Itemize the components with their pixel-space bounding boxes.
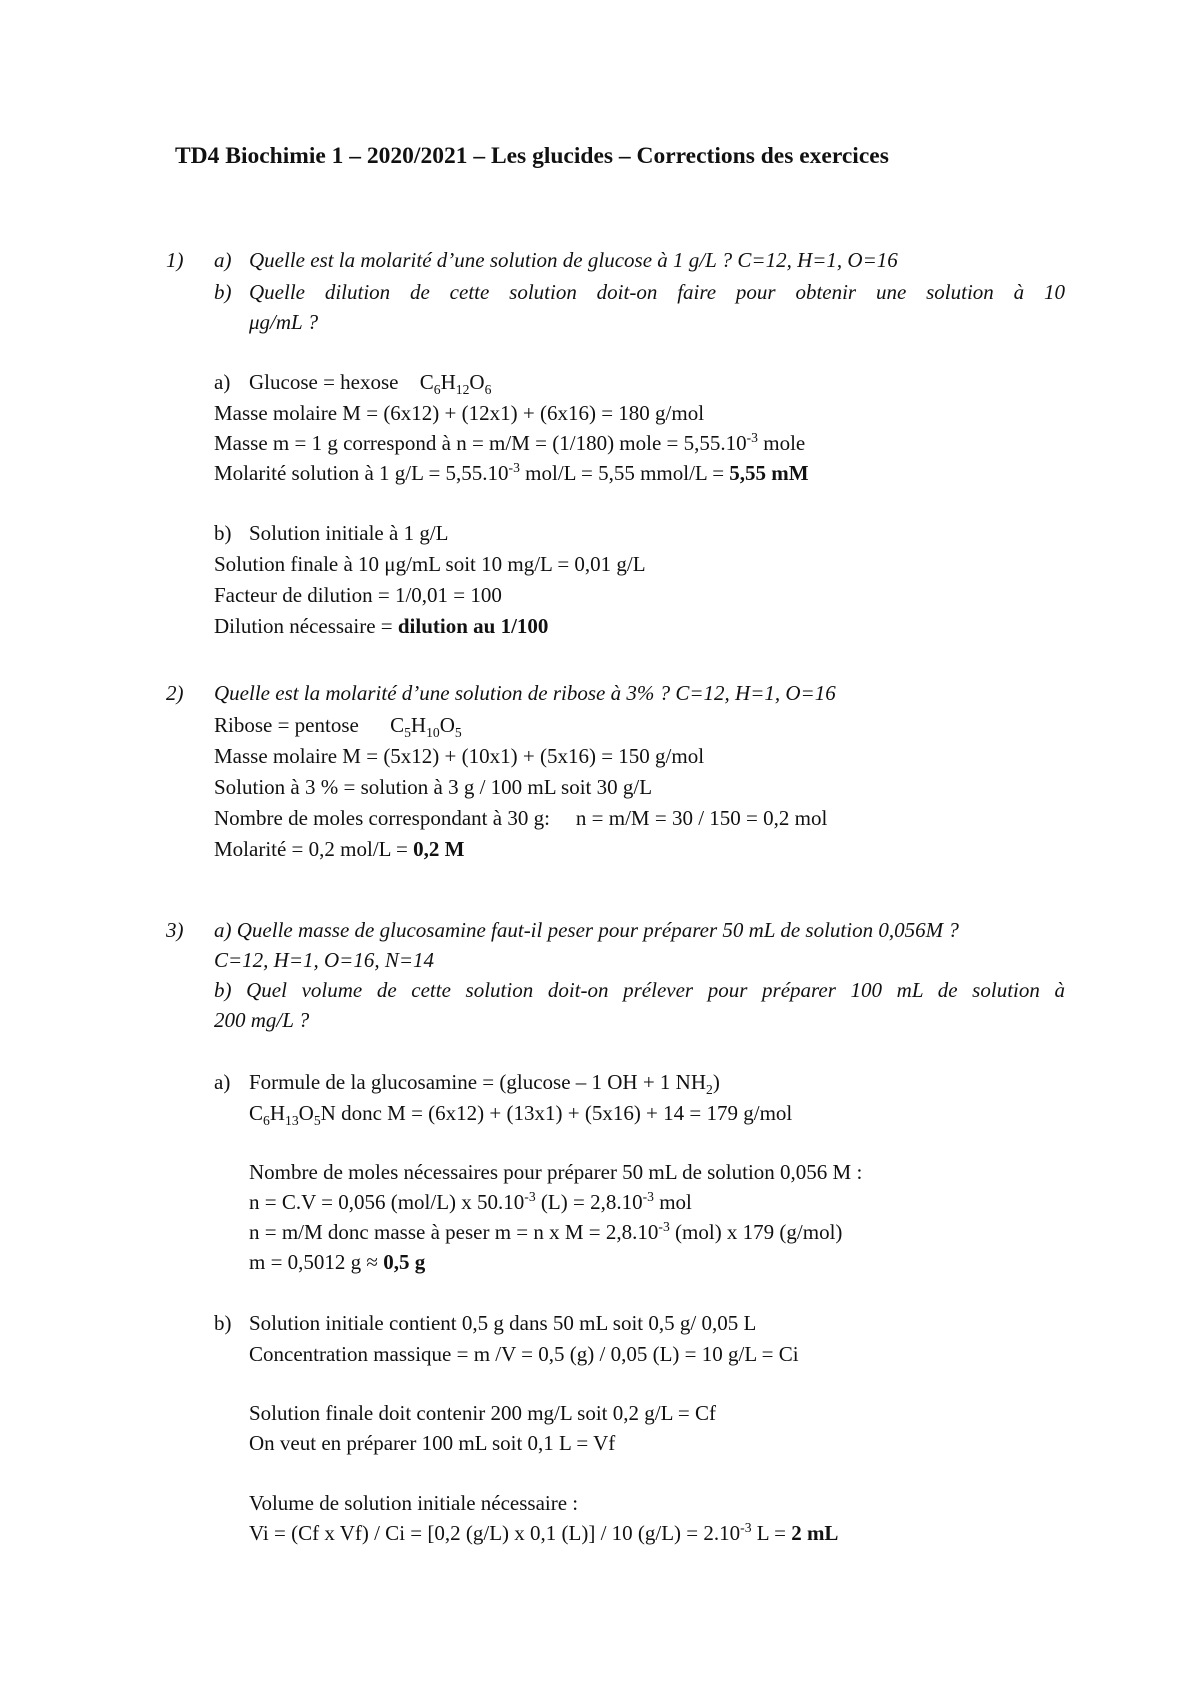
answer-marker: b) xyxy=(214,1311,232,1335)
answer-line: Volume de solution initiale nécessaire : xyxy=(249,1491,579,1515)
answer-line: Molarité solution à 1 $g/L = 5,55.10^{-3}$ mol/L = 5,55 mmol/L = 5,55 mM xyxy=(214,460,809,485)
question-text: b) Quel volume de cette solution doit-on prélever pour préparer 100 mL de solution à xyxy=(214,978,1065,1002)
answer-line: Molarité = 0,2 mol/L = 0,2 M xyxy=(214,837,465,861)
answer-line: Solution finale à 10 μg/mL soit 10 mg/L = 0,01 g/L xyxy=(214,552,646,576)
page-title: TD4 Biochimie 1 – 2020/2021 – Les glucides – Corrections des exercices xyxy=(175,143,889,169)
answer-line: n = C.V = 0,056 (mol/L) x $50.10^{-3}$ $(L) = 2,8.10^{-3}$ mol xyxy=(249,1189,692,1214)
question-text: Quelle est la molarité d’une solution de glucose à 1 g/L ? C=12, H=1, O=16 xyxy=(249,248,898,272)
answer-line: Formule de la glucosamine = (glucose – 1 OH + 1 $NH_2$) xyxy=(249,1070,720,1098)
question-marker: b) xyxy=(214,280,232,304)
question-text: Quelle est la molarité d’une solution de ribose à 3% ? C=12, H=1, O=16 xyxy=(214,681,836,705)
answer-line: Solution à 3 % = solution à 3 g / 100 mL soit 30 g/L xyxy=(214,775,653,799)
question-marker: a) xyxy=(214,248,232,272)
answer-line: Ribose = pentose $C_5H_{10}O_5$ xyxy=(214,713,462,741)
answer-line: Solution initiale contient 0,5 g dans 50 mL soit 0,5 g/ 0,05 L xyxy=(249,1311,757,1335)
answer-line: Masse molaire M = (6x12) + (12x1) + (6x16) = 180 g/mol xyxy=(214,401,705,425)
answer-line: Dilution nécessaire = dilution au 1/100 xyxy=(214,614,549,638)
answer-line: n = m/M donc masse à peser m = n x $M = 2,8.10^{-3}$ (mol) x 179 (g/mol) xyxy=(249,1219,843,1244)
answer-line: Glucose = hexose $C_6H_{12}O_6$ xyxy=(249,370,492,398)
answer-marker: a) xyxy=(214,370,231,394)
answer-line: Facteur de dilution = 1/0,01 = 100 xyxy=(214,583,502,607)
exercise-number: 1) xyxy=(166,248,184,272)
answer-line: Concentration massique = m /V = 0,5 (g) / 0,05 (L) = 10 g/L = Ci xyxy=(249,1342,799,1366)
question-text: 200 mg/L ? xyxy=(214,1008,310,1032)
chemical-formula: $C_5H_{10}O_5$ xyxy=(390,713,462,741)
answer-line: Nombre de moles nécessaires pour préparer 50 mL de solution 0,056 M : xyxy=(249,1160,863,1184)
answer-line: Vi = (Cf x Vf) / Ci = [0,2 (g/L) x 0,1 (L)] / 10 $(g/L) = 2.10^{-3}$ L = 2 mL xyxy=(249,1520,839,1545)
answer-line: On veut en préparer 100 mL soit 0,1 L = Vf xyxy=(249,1431,616,1455)
chemical-formula: $C_6H_{12}O_6$ xyxy=(419,370,492,398)
answer-line: Solution initiale à 1 g/L xyxy=(249,521,449,545)
chemical-formula: $C_6H_{13}O_5N$ xyxy=(249,1101,336,1129)
answer-line: $C_6H_{13}O_5N$ donc M = (6x12) + (13x1) + (5x16) + 14 = 179 g/mol xyxy=(249,1101,793,1129)
answer-marker: b) xyxy=(214,521,232,545)
answer-line: Masse molaire M = (5x12) + (10x1) + (5x16) = 150 g/mol xyxy=(214,744,705,768)
answer-line: Nombre de moles correspondant à 30 g: n = m/M = 30 / 150 = 0,2 mol xyxy=(214,806,828,830)
answer-line: m = 0,5012 g ≈ 0,5 g xyxy=(249,1250,426,1274)
question-text: C=12, H=1, O=16, N=14 xyxy=(214,948,435,972)
answer-line: Masse m = 1 g correspond à n = m/M = (1/180) mole = $5,55.10^{-3}$ mole xyxy=(214,430,806,455)
answer-marker: a) xyxy=(214,1070,231,1094)
exercise-number: 3) xyxy=(166,918,184,942)
question-text: a) Quelle masse de glucosamine faut-il peser pour préparer 50 mL de solution 0,056M ? xyxy=(214,918,959,942)
question-text: μg/mL ? xyxy=(249,310,319,334)
question-text: Quelle dilution de cette solution doit-on faire pour obtenir une solution à 10 xyxy=(249,280,1065,304)
exercise-number: 2) xyxy=(166,681,184,705)
answer-line: Solution finale doit contenir 200 mg/L soit 0,2 g/L = Cf xyxy=(249,1401,716,1425)
